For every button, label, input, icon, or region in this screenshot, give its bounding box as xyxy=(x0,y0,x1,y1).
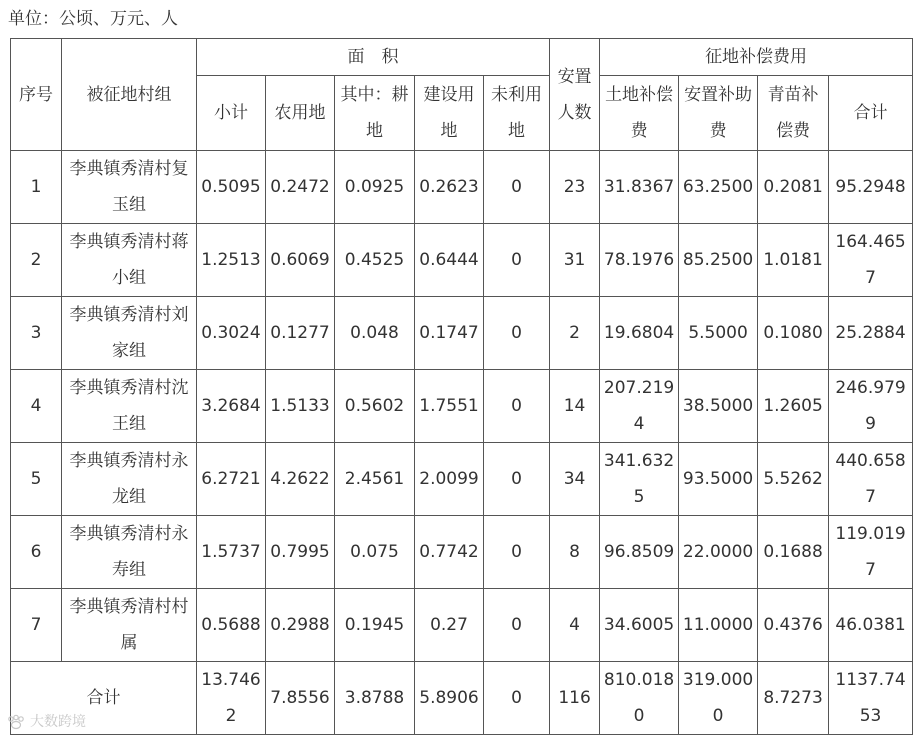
cell-unused: 0 xyxy=(484,370,550,443)
cell-cultivated: 0.5602 xyxy=(335,370,415,443)
header-crop-comp: 青苗补偿费 xyxy=(758,76,829,151)
total-farmland: 7.8556 xyxy=(266,662,335,735)
cell-unused: 0 xyxy=(484,516,550,589)
cell-farmland: 0.2472 xyxy=(266,151,335,224)
total-construction: 5.8906 xyxy=(415,662,484,735)
cell-subtotal: 3.2684 xyxy=(197,370,266,443)
header-farmland: 农用地 xyxy=(266,76,335,151)
cell-construction: 0.7742 xyxy=(415,516,484,589)
cell-construction: 0.2623 xyxy=(415,151,484,224)
cell-subtotal: 6.2721 xyxy=(197,443,266,516)
total-row xyxy=(11,662,913,735)
header-subtotal: 小计 xyxy=(197,76,266,151)
cell-seq: 7 xyxy=(11,589,62,662)
table-row xyxy=(11,151,913,224)
table-row xyxy=(11,370,913,443)
cell-cultivated: 0.1945 xyxy=(335,589,415,662)
cell-cultivated: 0.048 xyxy=(335,297,415,370)
cell-village: 李典镇秀清村沈王组 xyxy=(62,370,197,443)
cell-village: 李典镇秀清村蒋小组 xyxy=(62,224,197,297)
header-resettle-aid: 安置补助费 xyxy=(679,76,758,151)
total-subtotal: 13.7462 xyxy=(197,662,266,735)
watermark xyxy=(6,712,86,732)
paw-logo-icon xyxy=(6,714,26,730)
cell-construction: 2.0099 xyxy=(415,443,484,516)
cell-subtotal: 1.2513 xyxy=(197,224,266,297)
cell-people: 31 xyxy=(550,224,600,297)
cell-crop-comp: 0.1080 xyxy=(758,297,829,370)
cell-seq: 5 xyxy=(11,443,62,516)
total-land-comp: 810.0180 xyxy=(600,662,679,735)
compensation-table xyxy=(10,38,913,735)
cell-farmland: 1.5133 xyxy=(266,370,335,443)
cell-construction: 1.7551 xyxy=(415,370,484,443)
header-seq: 序号 xyxy=(11,39,62,151)
total-total: 1137.7453 xyxy=(829,662,913,735)
cell-cultivated: 0.4525 xyxy=(335,224,415,297)
header-compensation-group: 征地补偿费用 xyxy=(600,39,913,76)
unit-note: 单位：公顷、万元、人 xyxy=(8,9,178,29)
header-construction: 建设用地 xyxy=(415,76,484,151)
cell-resettle-aid: 93.5000 xyxy=(679,443,758,516)
cell-subtotal: 0.3024 xyxy=(197,297,266,370)
cell-resettle-aid: 85.2500 xyxy=(679,224,758,297)
cell-land-comp: 34.6005 xyxy=(600,589,679,662)
cell-people: 34 xyxy=(550,443,600,516)
header-cultivated: 其中：耕地 xyxy=(335,76,415,151)
header-total: 合计 xyxy=(829,76,913,151)
cell-land-comp: 78.1976 xyxy=(600,224,679,297)
cell-seq: 2 xyxy=(11,224,62,297)
cell-cultivated: 0.075 xyxy=(335,516,415,589)
cell-total: 246.9799 xyxy=(829,370,913,443)
cell-land-comp: 341.6325 xyxy=(600,443,679,516)
cell-crop-comp: 1.0181 xyxy=(758,224,829,297)
cell-seq: 3 xyxy=(11,297,62,370)
cell-people: 4 xyxy=(550,589,600,662)
cell-seq: 6 xyxy=(11,516,62,589)
cell-construction: 0.6444 xyxy=(415,224,484,297)
cell-seq: 4 xyxy=(11,370,62,443)
cell-land-comp: 19.6804 xyxy=(600,297,679,370)
cell-farmland: 0.6069 xyxy=(266,224,335,297)
cell-total: 164.4657 xyxy=(829,224,913,297)
cell-total: 95.2948 xyxy=(829,151,913,224)
cell-land-comp: 207.2194 xyxy=(600,370,679,443)
cell-seq: 1 xyxy=(11,151,62,224)
cell-village: 李典镇秀清村永寿组 xyxy=(62,516,197,589)
header-area-group: 面 积 xyxy=(197,39,550,76)
header-village: 被征地村组 xyxy=(62,39,197,151)
header-unused: 未利用地 xyxy=(484,76,550,151)
header-resettle-people: 安置人数 xyxy=(550,39,600,151)
total-label: 合计 xyxy=(11,662,197,735)
cell-crop-comp: 0.4376 xyxy=(758,589,829,662)
cell-cultivated: 2.4561 xyxy=(335,443,415,516)
cell-farmland: 4.2622 xyxy=(266,443,335,516)
cell-unused: 0 xyxy=(484,443,550,516)
total-cultivated: 3.8788 xyxy=(335,662,415,735)
total-people: 116 xyxy=(550,662,600,735)
cell-crop-comp: 1.2605 xyxy=(758,370,829,443)
cell-land-comp: 31.8367 xyxy=(600,151,679,224)
cell-total: 119.0197 xyxy=(829,516,913,589)
cell-subtotal: 0.5688 xyxy=(197,589,266,662)
table-row xyxy=(11,516,913,589)
total-unused: 0 xyxy=(484,662,550,735)
table-row xyxy=(11,443,913,516)
cell-unused: 0 xyxy=(484,151,550,224)
cell-land-comp: 96.8509 xyxy=(600,516,679,589)
cell-farmland: 0.7995 xyxy=(266,516,335,589)
cell-resettle-aid: 22.0000 xyxy=(679,516,758,589)
table-row xyxy=(11,589,913,662)
cell-crop-comp: 0.2081 xyxy=(758,151,829,224)
cell-subtotal: 1.5737 xyxy=(197,516,266,589)
cell-construction: 0.1747 xyxy=(415,297,484,370)
cell-unused: 0 xyxy=(484,589,550,662)
header-land-comp: 土地补偿费 xyxy=(600,76,679,151)
cell-unused: 0 xyxy=(484,224,550,297)
cell-people: 2 xyxy=(550,297,600,370)
cell-crop-comp: 0.1688 xyxy=(758,516,829,589)
cell-subtotal: 0.5095 xyxy=(197,151,266,224)
cell-resettle-aid: 38.5000 xyxy=(679,370,758,443)
total-resettle-aid: 319.0000 xyxy=(679,662,758,735)
cell-farmland: 0.1277 xyxy=(266,297,335,370)
cell-cultivated: 0.0925 xyxy=(335,151,415,224)
cell-people: 8 xyxy=(550,516,600,589)
table-row xyxy=(11,224,913,297)
header-row-1 xyxy=(11,39,913,76)
cell-resettle-aid: 63.2500 xyxy=(679,151,758,224)
cell-total: 25.2884 xyxy=(829,297,913,370)
cell-village: 李典镇秀清村村属 xyxy=(62,589,197,662)
cell-crop-comp: 5.5262 xyxy=(758,443,829,516)
cell-total: 46.0381 xyxy=(829,589,913,662)
cell-people: 14 xyxy=(550,370,600,443)
cell-construction: 0.27 xyxy=(415,589,484,662)
cell-farmland: 0.2988 xyxy=(266,589,335,662)
cell-total: 440.6587 xyxy=(829,443,913,516)
cell-village: 李典镇秀清村刘家组 xyxy=(62,297,197,370)
cell-resettle-aid: 5.5000 xyxy=(679,297,758,370)
cell-village: 李典镇秀清村永龙组 xyxy=(62,443,197,516)
table-row xyxy=(11,297,913,370)
cell-village: 李典镇秀清村复玉组 xyxy=(62,151,197,224)
total-crop-comp: 8.7273 xyxy=(758,662,829,735)
cell-unused: 0 xyxy=(484,297,550,370)
watermark-text: 大数跨境 xyxy=(30,714,86,730)
cell-resettle-aid: 11.0000 xyxy=(679,589,758,662)
cell-people: 23 xyxy=(550,151,600,224)
